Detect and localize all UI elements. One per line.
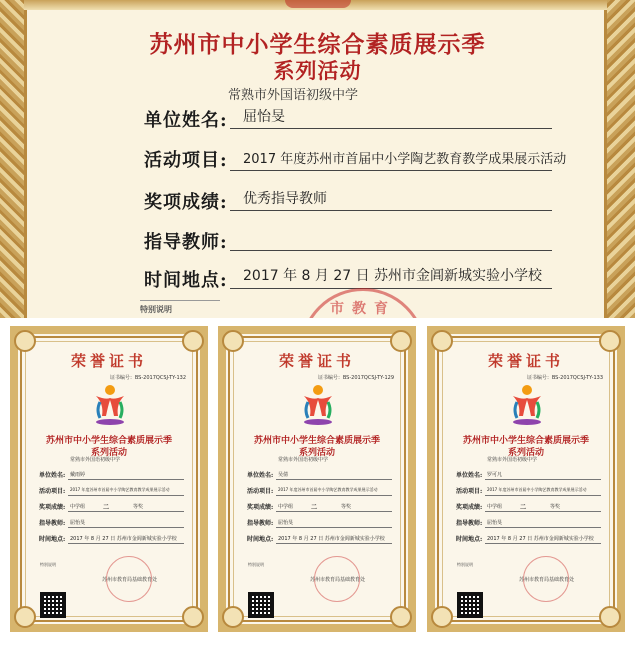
award-grade: 二	[520, 504, 527, 511]
project-underline	[276, 495, 392, 496]
time-location-underline	[276, 543, 392, 544]
project-underline	[485, 495, 601, 496]
teacher-value: 屈怡旻	[278, 520, 294, 526]
award-label: 奖项成绩:	[144, 192, 228, 213]
time-location-label: 时间地点:	[247, 536, 274, 543]
event-logo-icon	[298, 382, 338, 428]
award-suffix: 等奖	[550, 504, 561, 510]
corner-ornament	[222, 606, 244, 628]
project-label: 活动项目:	[456, 488, 483, 495]
project-value: 2017 年度苏州市首届中小学陶艺教育教学成果展示活动	[278, 487, 378, 492]
name-value: 戴雨婷	[70, 472, 86, 478]
project-value: 2017 年度苏州市首届中小学陶艺教育教学成果展示活动	[487, 487, 587, 492]
event-logo-icon	[507, 382, 547, 428]
time-location-value: 2017 年 8 月 27 日 苏州市金阊新城实验小学校	[70, 536, 177, 542]
teacher-underline	[230, 250, 552, 251]
name-underline	[485, 479, 601, 480]
corner-ornament	[182, 330, 204, 352]
time-location-value: 2017 年 8 月 27 日 苏州市金阊新城实验小学校	[487, 536, 594, 542]
corner-ornament	[390, 606, 412, 628]
issuer: 苏州市教育局基础教育处	[519, 577, 575, 583]
certificate-card-2	[218, 326, 416, 632]
school-name: 常熟市外国语初级中学	[70, 457, 121, 463]
time-location-value: 2017 年 8 月 27 日 苏州市金阊新城实验小学校	[278, 536, 385, 542]
corner-ornament	[14, 330, 36, 352]
project-underline	[230, 170, 552, 171]
time-location-value: 2017 年 8 月 27 日 苏州市金阊新城实验小学校	[243, 268, 543, 284]
note-divider	[140, 300, 220, 301]
teacher-value: 屈怡旻	[487, 520, 503, 526]
teacher-label: 指导教师:	[144, 232, 228, 253]
name-value: 屈怡旻	[243, 109, 285, 125]
certificate-heading: 苏州市中小学生综合素质展示季	[253, 436, 380, 446]
project-label: 活动项目:	[144, 150, 228, 171]
award-underline	[68, 511, 184, 512]
name-label: 单位姓名:	[456, 472, 483, 479]
teacher-label: 指导教师:	[39, 520, 66, 527]
name-label: 单位姓名:	[247, 472, 274, 479]
honor-title: 荣誉证书	[487, 352, 564, 370]
special-note-title: 特别说明	[248, 562, 264, 567]
name-underline	[68, 479, 184, 480]
time-location-label: 时间地点:	[456, 536, 483, 543]
seal-text: 市教育	[330, 301, 396, 317]
time-location-underline	[485, 543, 601, 544]
award-underline	[485, 511, 601, 512]
special-note-title: 特别说明	[457, 562, 473, 567]
project-label: 活动项目:	[39, 488, 66, 495]
teacher-label: 指导教师:	[247, 520, 274, 527]
name-underline	[230, 128, 552, 129]
name-label: 单位姓名:	[144, 110, 228, 131]
certificate-number: 证书编号：BS-2017QCSJ-TY-133	[526, 375, 603, 381]
school-name: 常熟市外国语初级中学	[228, 88, 359, 103]
time-location-underline	[230, 288, 552, 289]
teacher-underline	[485, 527, 601, 528]
award-underline	[230, 210, 552, 211]
certificate-heading: 苏州市中小学生综合素质展示季	[45, 436, 172, 446]
corner-ornament	[222, 330, 244, 352]
honor-title: 荣誉证书	[70, 352, 147, 370]
qr-code-icon	[457, 592, 483, 618]
qr-code-icon	[248, 592, 274, 618]
top-certificate	[0, 0, 635, 318]
corner-ornament	[431, 330, 453, 352]
certificate-subheading: 系列活动	[507, 448, 544, 458]
award-label: 奖项成绩:	[456, 504, 483, 511]
name-value: 吴倩	[278, 472, 289, 478]
teacher-underline	[68, 527, 184, 528]
corner-ornament	[431, 606, 453, 628]
name-underline	[276, 479, 392, 480]
teacher-value: 屈怡旻	[70, 520, 86, 526]
issuer: 苏州市教育局基础教育处	[102, 577, 158, 583]
corner-ornament	[390, 330, 412, 352]
certificate-subheading: 系列活动	[90, 448, 127, 458]
certificate-heading: 苏州市中小学生综合素质展示季	[462, 436, 589, 446]
award-group: 中学组	[487, 504, 503, 510]
corner-ornament	[14, 606, 36, 628]
award-underline	[276, 511, 392, 512]
project-value: 2017 年度苏州市首届中小学陶艺教育教学成果展示活动	[70, 487, 170, 492]
certificate-subtitle: 系列活动	[273, 58, 362, 83]
award-value: 优秀指导教师	[243, 191, 327, 207]
issuer: 苏州市教育局基础教育处	[310, 577, 366, 583]
honor-title: 荣誉证书	[278, 352, 355, 370]
certificate-title: 苏州市中小学生综合素质展示季	[149, 31, 486, 58]
project-underline	[68, 495, 184, 496]
special-note-title: 特别说明	[140, 304, 172, 314]
project-label: 活动项目:	[247, 488, 274, 495]
teacher-underline	[276, 527, 392, 528]
qr-code-icon	[40, 592, 66, 618]
certificate-subheading: 系列活动	[298, 448, 335, 458]
certificate-card-3	[427, 326, 625, 632]
time-location-label: 时间地点:	[39, 536, 66, 543]
award-group: 中学组	[278, 504, 294, 510]
certificate-number: 证书编号：BS-2017QCSJ-TY-129	[317, 375, 394, 381]
name-value: 罗可凡	[487, 472, 503, 478]
award-grade: 二	[311, 504, 318, 511]
school-name: 常熟市外国语初级中学	[487, 457, 538, 463]
corner-ornament	[182, 606, 204, 628]
teacher-label: 指导教师:	[456, 520, 483, 527]
award-grade: 二	[103, 504, 110, 511]
time-location-underline	[68, 543, 184, 544]
certificate-card-1	[10, 326, 208, 632]
time-location-label: 时间地点:	[144, 270, 228, 291]
award-label: 奖项成绩:	[39, 504, 66, 511]
name-label: 单位姓名:	[39, 472, 66, 479]
school-name: 常熟市外国语初级中学	[278, 457, 329, 463]
special-note-title: 特别说明	[40, 562, 56, 567]
award-suffix: 等奖	[341, 504, 352, 510]
award-group: 中学组	[70, 504, 86, 510]
project-value: 2017 年度苏州市首届中小学陶艺教育教学成果展示活动	[243, 152, 567, 167]
certificate-number: 证书编号：BS-2017QCSJ-TY-132	[109, 375, 186, 381]
corner-ornament	[599, 606, 621, 628]
event-logo-icon	[90, 382, 130, 428]
corner-ornament	[599, 330, 621, 352]
award-label: 奖项成绩:	[247, 504, 274, 511]
top-flourish	[285, 0, 351, 8]
award-suffix: 等奖	[133, 504, 144, 510]
